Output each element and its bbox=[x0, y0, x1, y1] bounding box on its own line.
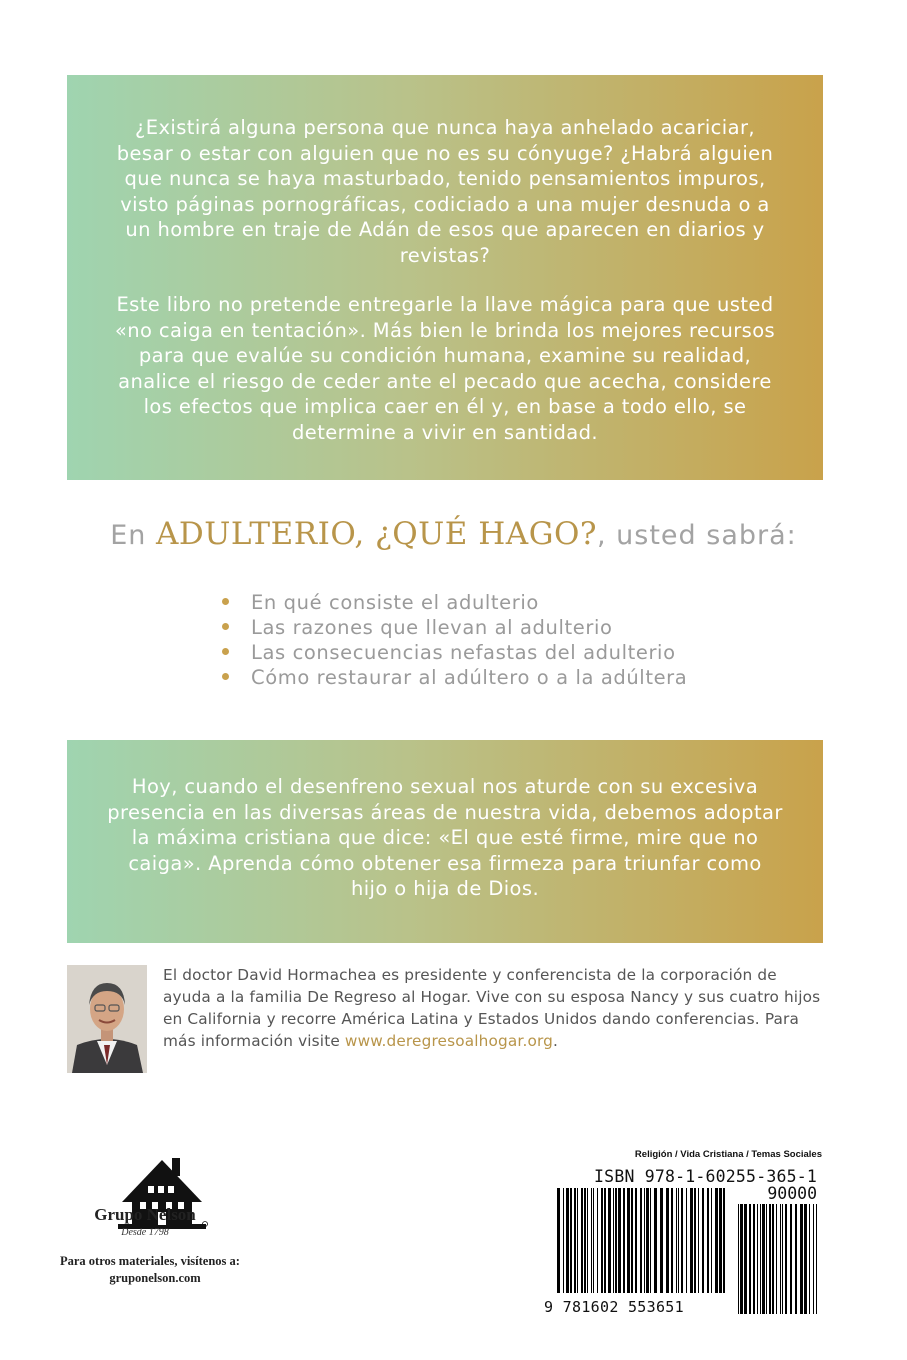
barcode-bar bbox=[678, 1188, 679, 1293]
barcode-bar bbox=[711, 1188, 712, 1293]
author-website-link[interactable]: www.deregresoalhogar.org bbox=[344, 1032, 553, 1050]
barcode-bar bbox=[681, 1188, 683, 1293]
barcode-bar bbox=[813, 1204, 814, 1314]
list-item bbox=[222, 640, 687, 665]
barcode-bar bbox=[557, 1188, 560, 1293]
barcode-bar bbox=[804, 1204, 807, 1314]
barcode-bar bbox=[654, 1188, 657, 1293]
barcode-bar bbox=[563, 1188, 564, 1293]
barcode-bar bbox=[597, 1188, 598, 1293]
barcode-bar bbox=[574, 1188, 576, 1293]
bullet-icon bbox=[222, 648, 229, 655]
barcode-bar bbox=[769, 1204, 771, 1314]
isbn-number: ISBN 978-1-60255-365-1 bbox=[594, 1167, 817, 1186]
author-photo bbox=[67, 965, 147, 1073]
heading-prefix: En bbox=[110, 520, 147, 551]
author-bio bbox=[163, 964, 823, 1052]
barcode-bar bbox=[608, 1188, 611, 1293]
list-item-text: Cómo restaurar al adúltero o a la adúltera bbox=[251, 666, 688, 689]
barcode-bar bbox=[707, 1188, 709, 1293]
barcode-bar bbox=[613, 1188, 614, 1293]
book-title: ADULTERIO, ¿QUÉ HAGO? bbox=[156, 516, 597, 552]
ean-digits: 9 781602 553651 bbox=[544, 1298, 684, 1316]
barcode-bar bbox=[591, 1188, 592, 1293]
barcode-bar bbox=[593, 1188, 594, 1293]
barcode-bar bbox=[650, 1188, 651, 1293]
list-item bbox=[222, 615, 687, 640]
barcode-bar bbox=[646, 1188, 649, 1293]
benefits-list bbox=[222, 590, 687, 690]
barcode-bar bbox=[577, 1188, 578, 1293]
barcode-bar bbox=[631, 1188, 633, 1293]
addon-barcode-icon bbox=[738, 1204, 818, 1314]
barcode-bar bbox=[666, 1188, 669, 1293]
barcode-bar bbox=[772, 1204, 774, 1314]
publisher-name: Grupo Nelson bbox=[94, 1205, 196, 1224]
barcode-bar bbox=[635, 1188, 637, 1293]
author-portrait-icon bbox=[67, 965, 147, 1073]
bullet-icon bbox=[222, 673, 229, 680]
barcode-bar bbox=[800, 1204, 803, 1314]
barcode-bar bbox=[694, 1188, 696, 1293]
barcode-bar bbox=[623, 1188, 625, 1293]
intro-paragraph-2: Este libro no pretende entregarle la llave mágica para que usted «no caiga en tentación». Más bien le brinda los mejores recursos para que evalúe su condición humana, examine su realidad, analice el riesgo de ceder ante el pecado que acecha, considere los efectos que implica caer en él y, en base a todo ello, se determine a vivir en santidad. bbox=[114, 293, 776, 444]
barcode-bar bbox=[566, 1188, 569, 1293]
bullet-icon bbox=[222, 598, 229, 605]
barcode-bar bbox=[644, 1188, 645, 1293]
more-materials-text: Para otros materiales, visítenos a: bbox=[60, 1254, 240, 1268]
barcode-bar bbox=[757, 1204, 758, 1314]
barcode-bar bbox=[618, 1188, 621, 1293]
barcode-bar bbox=[640, 1188, 642, 1293]
ean-barcode-icon bbox=[557, 1188, 727, 1293]
heading-suffix: , usted sabrá: bbox=[597, 520, 797, 551]
barcode-bar bbox=[698, 1188, 699, 1293]
barcode-bar bbox=[723, 1188, 725, 1293]
barcode-bar bbox=[702, 1188, 704, 1293]
list-item bbox=[222, 590, 687, 615]
barcode-bar bbox=[627, 1188, 630, 1293]
barcode-bar bbox=[584, 1188, 586, 1293]
barcode-bar bbox=[766, 1204, 767, 1314]
barcode-bar bbox=[671, 1188, 673, 1293]
barcode-bar bbox=[782, 1204, 783, 1314]
barcode-bar bbox=[795, 1204, 797, 1314]
price-code: 90000 bbox=[767, 1184, 817, 1203]
barcode-bar bbox=[749, 1204, 751, 1314]
barcode-bar bbox=[570, 1188, 572, 1293]
closing-paragraph: Hoy, cuando el desenfreno sexual nos aturde con su excesiva presencia en las diversas áreas de nuestra vida, debemos adoptar la máxima cristiana que dice: «El que esté firme, mire que no caiga». Aprenda cómo obtener esa firmeza para triunfar como hijo o hija de Dios. bbox=[107, 775, 783, 900]
barcode-bar bbox=[601, 1188, 603, 1293]
barcode-bar bbox=[760, 1204, 761, 1314]
section-heading bbox=[0, 516, 907, 552]
barcode-bar bbox=[715, 1188, 718, 1293]
list-item-text: Las consecuencias nefastas del adulterio bbox=[251, 641, 676, 664]
barcode-bar bbox=[816, 1204, 817, 1314]
barcode-bar bbox=[690, 1188, 693, 1293]
bullet-icon bbox=[222, 623, 229, 630]
list-item-text: En qué consiste el adulterio bbox=[251, 591, 539, 614]
author-bio-text: El doctor David Hormachea es presidente y conferencista de la corporación de ayuda a la familia De Regreso al Hogar. Vive con su esposa Nancy y sus cuatro hijos en California y recorre América Latina y Estados Unidos dando conferencias. Para más información visite bbox=[163, 966, 821, 1050]
barcode-bar bbox=[776, 1204, 777, 1314]
barcode-bar bbox=[604, 1188, 606, 1293]
barcode-bar bbox=[753, 1204, 755, 1314]
barcode-bar bbox=[686, 1188, 687, 1293]
intro-panel bbox=[67, 75, 823, 480]
author-bio-end: . bbox=[553, 1032, 559, 1050]
list-item-text: Las razones que llevan al adulterio bbox=[251, 616, 613, 639]
publisher-since: Desde 1798 bbox=[121, 1227, 169, 1238]
barcode-bar bbox=[676, 1188, 677, 1293]
barcode-bar bbox=[785, 1204, 787, 1314]
intro-paragraph-1: ¿Existirá alguna persona que nunca haya anhelado acariciar, besar o estar con alguien que no es su cónyuge? ¿Habrá alguien que nunca se haya masturbado, tenido pensamientos impuros, visto páginas pornográficas, codiciado a una mujer desnuda o a un hombre en traje de Adán de esos que aparecen en diarios y revistas? bbox=[116, 116, 774, 267]
publisher-website-link[interactable]: gruponelson.com bbox=[109, 1271, 201, 1285]
barcode-bar bbox=[762, 1204, 765, 1314]
barcode-bar bbox=[719, 1188, 722, 1293]
book-category: Religión / Vida Cristiana / Temas Sociales bbox=[634, 1149, 822, 1160]
barcode-bar bbox=[790, 1204, 792, 1314]
barcode-bar bbox=[809, 1204, 810, 1314]
barcode-bar bbox=[744, 1204, 747, 1314]
barcode-bar bbox=[660, 1188, 663, 1293]
barcode-bar bbox=[581, 1188, 583, 1293]
list-item bbox=[222, 665, 687, 690]
closing-panel bbox=[67, 740, 823, 943]
barcode-bar bbox=[780, 1204, 781, 1314]
barcode-bar bbox=[587, 1188, 588, 1293]
barcode-bar bbox=[615, 1188, 617, 1293]
